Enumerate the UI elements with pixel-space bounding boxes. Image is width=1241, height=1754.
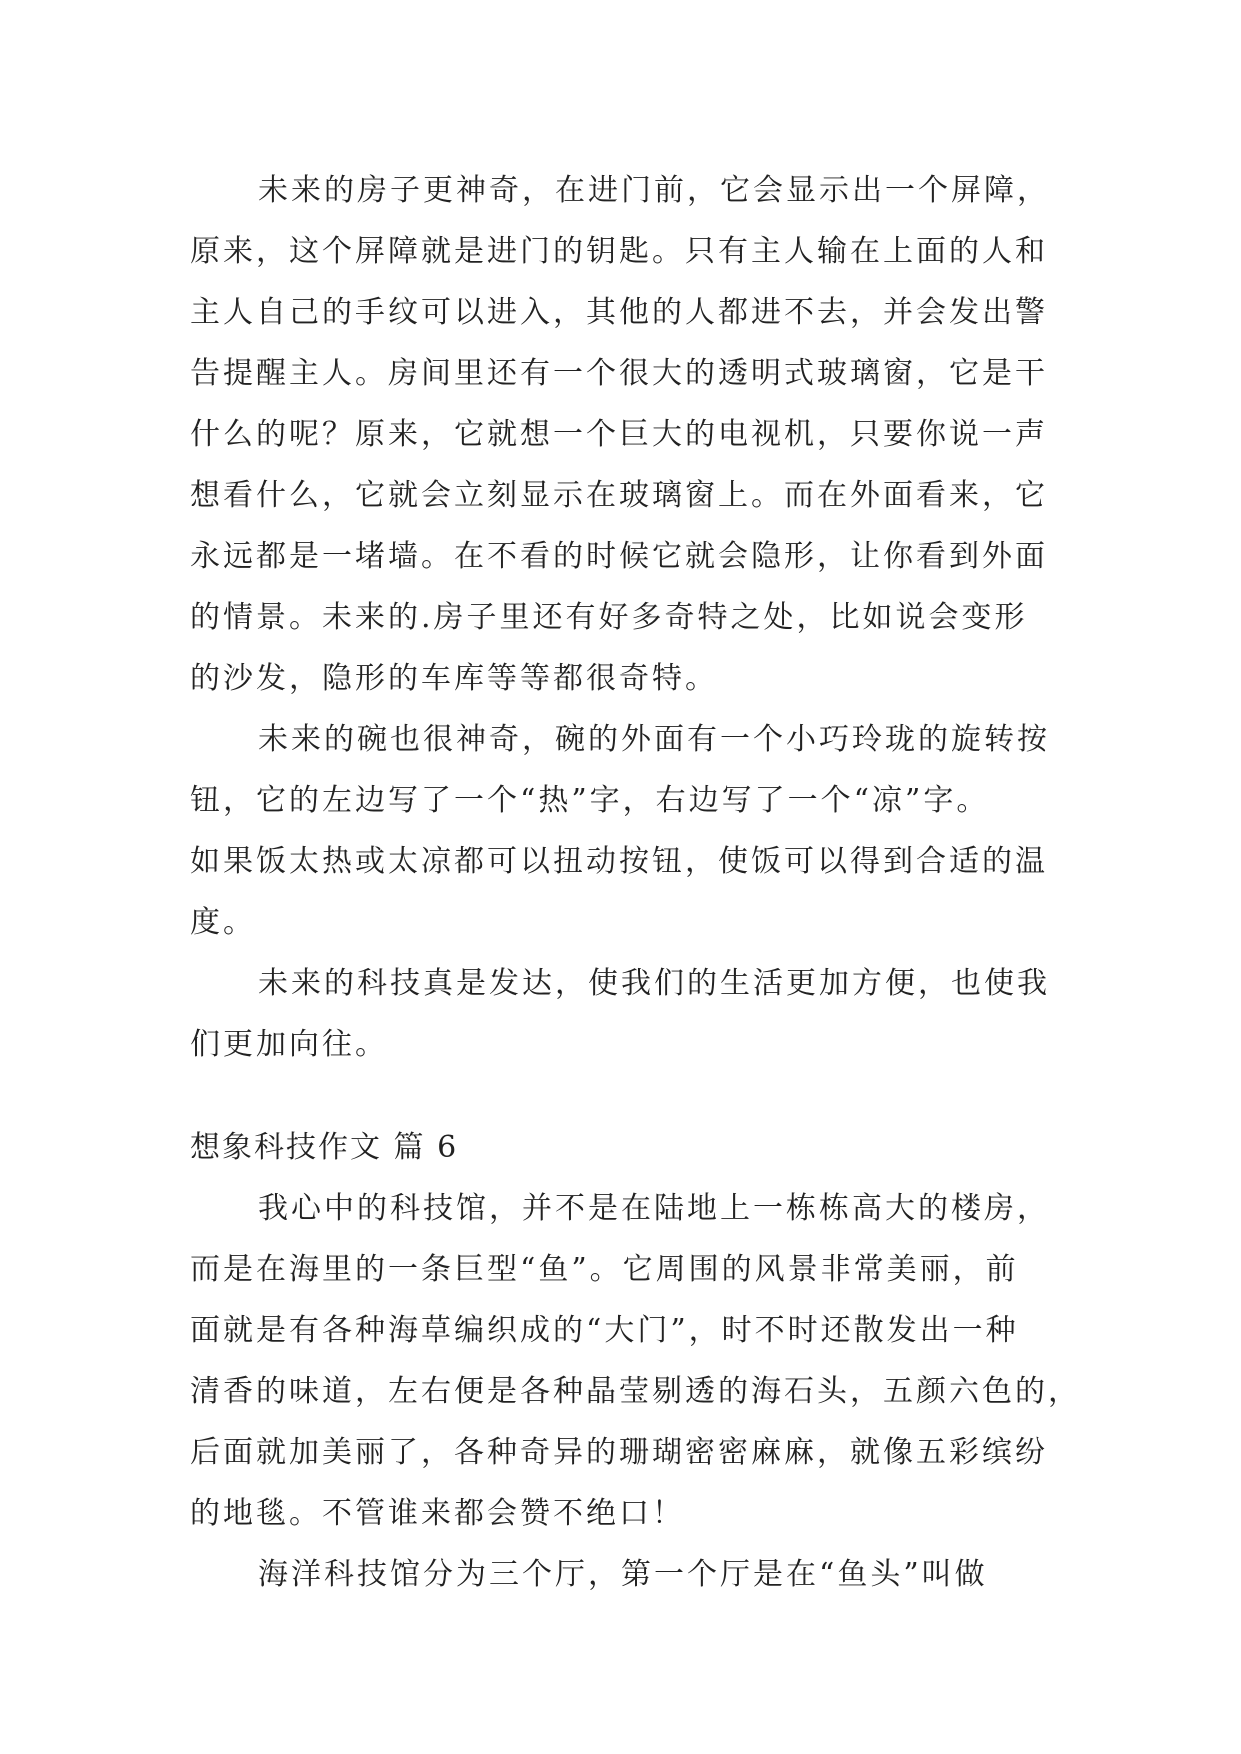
text-line: 的沙发，隐形的车库等等都很奇特。	[190, 661, 718, 696]
text-line: 告提醒主人。房间里还有一个很大的透明式玻璃窗，它是干	[190, 356, 1048, 391]
text-line: 想看什么，它就会立刻显示在玻璃窗上。而在外面看来，它	[190, 478, 1048, 513]
text-line: 的地毯。不管谁来都会赞不绝口！	[190, 1496, 685, 1531]
text-line: 们更加向往。	[190, 1027, 388, 1062]
text-line: 的情景。未来的.房子里还有好多奇特之处，比如说会变形	[190, 600, 1028, 635]
text-line: 钮，它的左边写了一个“热”字，右边写了一个“凉”字。	[190, 783, 990, 818]
text-line: 什么的呢？原来，它就想一个巨大的电视机，只要你说一声	[190, 417, 1048, 452]
text-line: 主人自己的手纹可以进入，其他的人都进不去，并会发出警	[190, 295, 1048, 330]
text-line: 未来的科技真是发达，使我们的生活更加方便，也使我	[258, 966, 1050, 1001]
text-line: 度。	[190, 905, 256, 940]
text-line: 而是在海里的一条巨型“鱼”。它周围的风景非常美丽，前	[190, 1252, 1019, 1287]
text-line: 未来的房子更神奇，在进门前，它会显示出一个屏障，	[258, 173, 1050, 208]
section-spacer	[190, 1075, 1060, 1117]
paragraph-conclusion	[190, 953, 1060, 1075]
text-line: 我心中的科技馆，并不是在陆地上一栋栋高大的楼房，	[258, 1191, 1050, 1226]
paragraph-house	[190, 160, 1060, 709]
text-line: 清香的味道，左右便是各种晶莹剔透的海石头，五颜六色的，	[190, 1374, 1081, 1409]
text-line: 如果饭太热或太凉都可以扭动按钮，使饭可以得到合适的温	[190, 844, 1048, 879]
paragraphs-top	[190, 160, 1060, 1075]
paragraphs-bottom	[190, 1178, 1081, 1605]
text-line: 后面就加美丽了，各种奇异的珊瑚密密麻麻，就像五彩缤纷	[190, 1435, 1048, 1470]
text-line: 海洋科技馆分为三个厅，第一个厅是在“鱼头”叫做	[258, 1557, 988, 1592]
text-line: 面就是有各种海草编织成的“大门”，时不时还散发出一种	[190, 1313, 1019, 1348]
text-line: 永远都是一堵墙。在不看的时候它就会隐形，让你看到外面	[190, 539, 1048, 574]
paragraph-halls	[190, 1544, 1060, 1605]
document-page	[190, 160, 1081, 1605]
text-line: 原来，这个屏障就是进门的钥匙。只有主人输在上面的人和	[190, 234, 1048, 269]
section-heading: 想象科技作文 篇 6	[190, 1130, 459, 1165]
text-line: 未来的碗也很神奇，碗的外面有一个小巧玲珑的旋转按	[258, 722, 1050, 757]
paragraph-museum	[190, 1178, 1081, 1544]
paragraph-bowl	[190, 709, 1060, 953]
